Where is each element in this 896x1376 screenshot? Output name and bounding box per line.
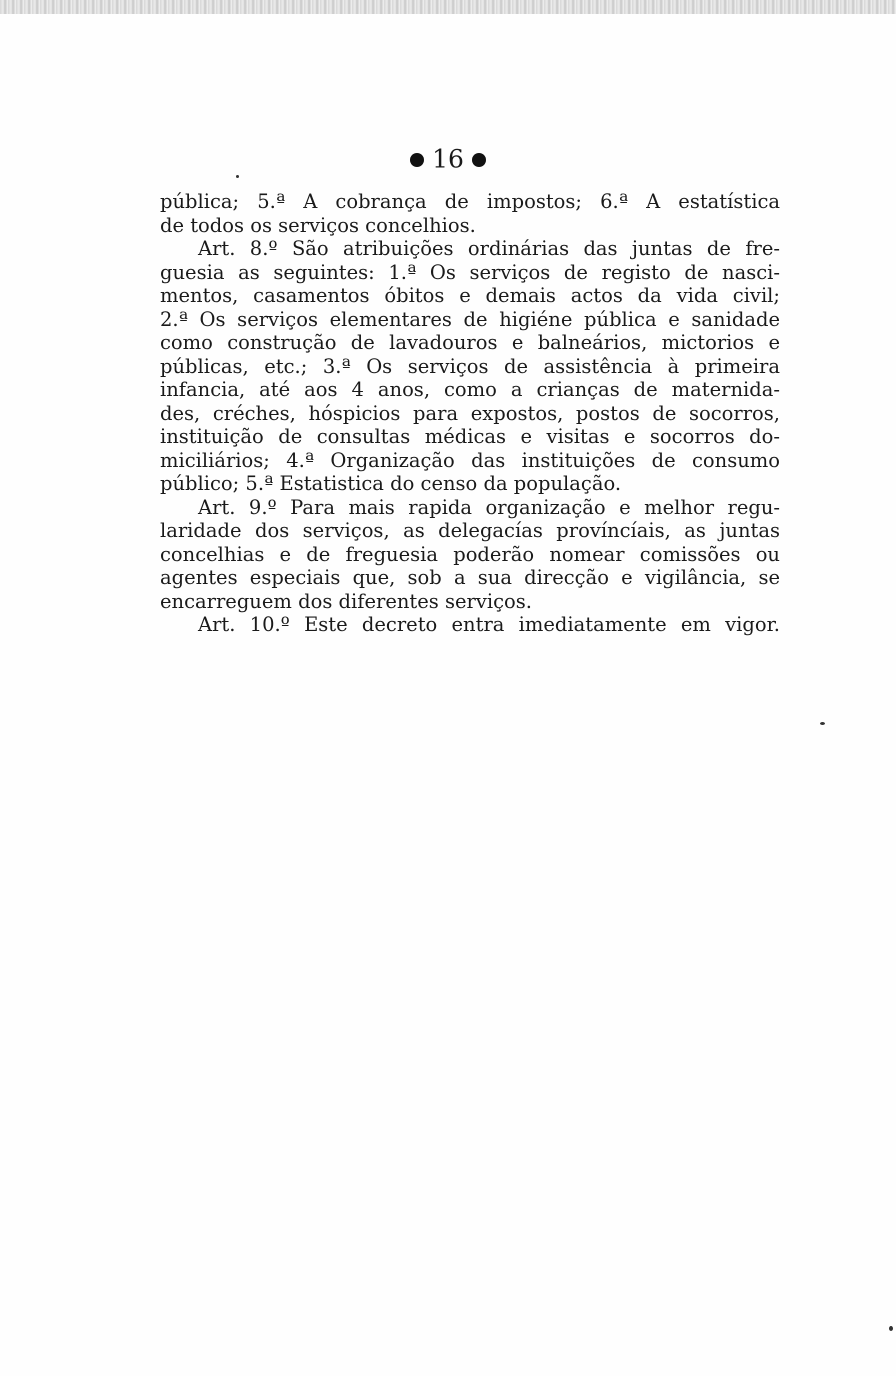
text-line: como construção de lavadouros e balneários, mictorios e bbox=[160, 331, 780, 354]
text-line: públicas, etc.; 3.ª Os serviços de assistência à primeira bbox=[160, 354, 780, 378]
text-line: Art. 10.º Este decreto entra imediatamente em vigor. bbox=[198, 613, 780, 636]
text-line: agentes especiais que, sob a sua direcção e vigilância, se bbox=[160, 566, 780, 589]
text-line: miciliários; 4.ª Organização das instituições de consumo bbox=[160, 448, 780, 472]
text-line: laridade dos serviços, as delegacías províncíais, as juntas bbox=[160, 519, 780, 542]
text-line: de todos os serviços concelhios. bbox=[160, 213, 476, 237]
scan-speck bbox=[820, 722, 825, 725]
right-bullet-icon bbox=[472, 153, 486, 167]
text-line: Art. 8.º São atribuições ordinárias das juntas de fre- bbox=[198, 237, 780, 260]
text-line: pública; 5.ª A cobrança de impostos; 6.ª A estatística bbox=[160, 190, 780, 213]
text-line: infancia, até aos 4 anos, como a crianças de maternida- bbox=[160, 378, 780, 401]
left-bullet-icon bbox=[410, 153, 424, 167]
text-line: mentos, casamentos óbitos e demais actos da vida civil; bbox=[160, 284, 780, 307]
scan-speck bbox=[236, 175, 239, 178]
text-line: 2.ª Os serviços elementares de higiéne pública e sanidade bbox=[160, 307, 780, 331]
text-line: guesia as seguintes: 1.ª Os serviços de registo de nasci- bbox=[160, 260, 780, 284]
text-line: encarreguem dos diferentes serviços. bbox=[160, 589, 532, 613]
text-line: des, créches, hóspicios para expostos, postos de socorros, bbox=[160, 401, 780, 425]
text-line: instituição de consultas médicas e visitas e socorros do- bbox=[160, 425, 780, 448]
scan-speck bbox=[889, 1326, 893, 1331]
text-line: público; 5.ª Estatistica do censo da população. bbox=[160, 472, 622, 495]
scan-edge-noise bbox=[0, 0, 896, 14]
text-line: concelhias e de freguesia poderão nomear comissões ou bbox=[160, 542, 780, 566]
page-number-header bbox=[0, 143, 896, 175]
page-number: 16 bbox=[432, 144, 464, 174]
text-line: Art. 9.º Para mais rapida organização e melhor regu- bbox=[198, 495, 780, 519]
body-text bbox=[160, 190, 780, 637]
